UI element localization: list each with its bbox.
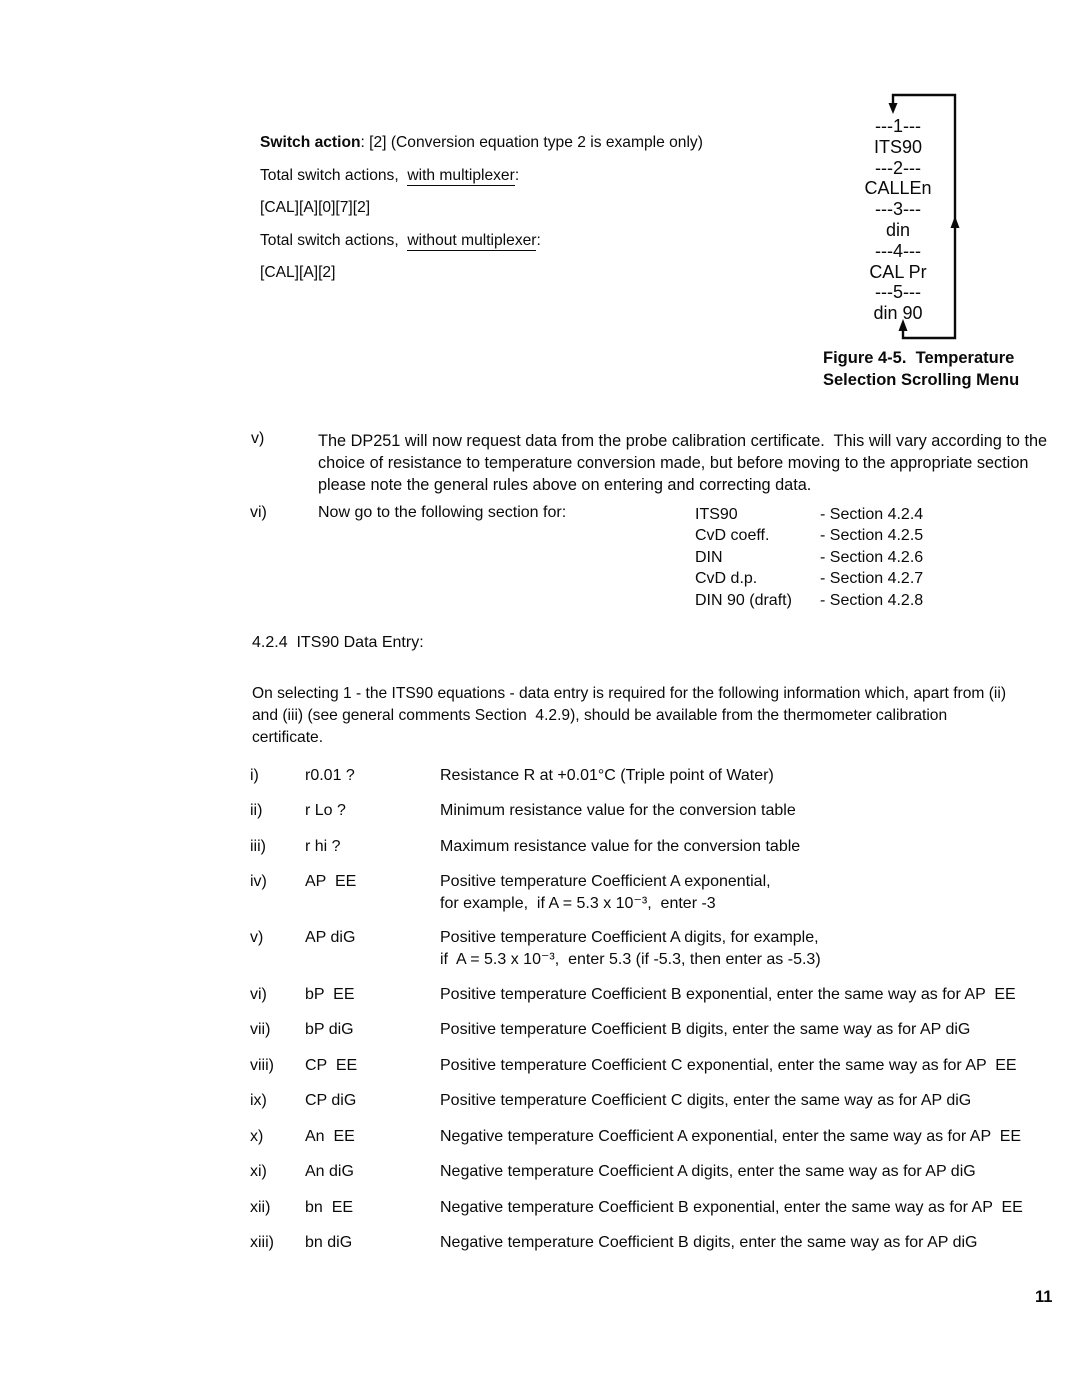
item-label: vii) [250, 1021, 271, 1038]
text-line: please note the general rules above on entering and correcting data. [318, 476, 812, 494]
scrolling-menu-item: CAL Pr [869, 261, 927, 282]
text-line: Positive temperature Coefficient C digits, enter the same way as for AP diG [440, 1092, 972, 1109]
text-line: Positive temperature Coefficient A digits, for example, [440, 929, 819, 946]
text-line: Negative temperature Coefficient B exponential, enter the same way as for AP EE [440, 1199, 1023, 1216]
item-code: r0.01 ? [305, 767, 355, 784]
scrolling-menu-item: ---3--- [875, 199, 921, 220]
section-name: DIN [695, 548, 723, 566]
text-line: choice of resistance to temperature conversion made, but before moving to the appropriate section [318, 454, 1029, 472]
item-code: bn EE [305, 1199, 354, 1216]
text-line: Minimum resistance value for the conversion table [440, 802, 796, 819]
item-description [440, 1232, 977, 1254]
list-label-vi: vi) [250, 504, 267, 521]
item-label: iii) [250, 838, 266, 855]
list-label-v: v) [251, 430, 265, 447]
with-mux-colon: : [514, 166, 520, 184]
text-line: for example, if A = 5.3 x 10⁻³, enter -3 [440, 895, 716, 913]
item-description [440, 871, 771, 916]
text-line: Maximum resistance value for the conversion table [440, 838, 801, 855]
section-name: CvD coeff. [695, 527, 770, 545]
section-ref: - Section 4.2.7 [820, 570, 924, 588]
switch-action-label: Switch action [260, 134, 361, 151]
section-ref: - Section 4.2.8 [820, 591, 924, 609]
text-line: certificate. [252, 728, 324, 746]
section-ref: - Section 4.2.6 [820, 548, 924, 566]
section-ref: - Section 4.2.4 [820, 506, 924, 523]
item-description [440, 800, 796, 822]
text-line: Negative temperature Coefficient A digits, enter the same way as for AP diG [440, 1163, 976, 1180]
item-description [440, 1090, 971, 1112]
item-code: CP diG [305, 1092, 357, 1109]
without-mux-colon: : [536, 231, 541, 249]
item-label: xi) [250, 1163, 267, 1180]
text-line: Positive temperature Coefficient A exponential, [440, 873, 771, 890]
item-label: i) [250, 767, 259, 784]
item-label: xiii) [250, 1234, 274, 1251]
page-number: 11 [1035, 1288, 1053, 1306]
item-code: CP EE [305, 1057, 358, 1074]
text-line: Positive temperature Coefficient B digits, enter the same way as for AP diG [440, 1021, 971, 1038]
item-code: r hi ? [305, 838, 341, 855]
item-description [440, 836, 800, 858]
code-without-mux: [CAL][A][2] [260, 264, 336, 282]
item-code: bP diG [305, 1021, 354, 1038]
item-code: bn diG [305, 1234, 353, 1251]
item-description [440, 1019, 970, 1041]
text-line: Negative temperature Coefficient B digits, enter the same way as for AP diG [440, 1234, 978, 1251]
item-code: bP EE [305, 986, 355, 1003]
code-with-mux: [CAL][A][0][7][2] [260, 199, 371, 217]
item-label: ix) [250, 1092, 267, 1109]
item-label: v) [250, 929, 264, 946]
text-line: and (iii) (see general comments Section 4.2.9), should be available from the thermometer calibration [252, 706, 948, 724]
item-description [440, 927, 821, 972]
scrolling-menu-item: ---4--- [875, 240, 921, 261]
item-description [440, 1055, 1017, 1077]
scrolling-menu-item: ---2--- [875, 157, 921, 178]
section-heading: 4.2.4 ITS90 Data Entry: [252, 634, 424, 651]
item-label: ii) [250, 802, 263, 819]
item-description [440, 1126, 1021, 1148]
text-line: Positive temperature Coefficient B exponential, enter the same way as for AP EE [440, 986, 1016, 1003]
section-ref: - Section 4.2.5 [820, 527, 924, 545]
text-line: Resistance R at +0.01°C (Triple point of Water) [440, 767, 774, 784]
figure-caption-line: Selection Scrolling Menu [823, 371, 1020, 389]
scrolling-menu-item: CALLEn [864, 178, 932, 199]
item-code: An EE [305, 1128, 355, 1145]
item-label: xii) [250, 1199, 271, 1216]
section-name: DIN 90 (draft) [695, 591, 792, 609]
text-line: Negative temperature Coefficient A exponential, enter the same way as for AP EE [440, 1128, 1022, 1145]
section-name: CvD d.p. [695, 570, 758, 588]
item-code: An diG [305, 1163, 354, 1180]
without-mux-prefix: Total switch actions, [260, 231, 408, 249]
scrolling-menu-item: ---1--- [875, 116, 921, 136]
item-code: r Lo ? [305, 802, 346, 819]
scrolling-menu-item: ---5--- [875, 282, 921, 303]
item-code: AP EE [305, 873, 357, 890]
without-mux-underlined: without multiplexer [407, 231, 537, 249]
text-line: if A = 5.3 x 10⁻³, enter 5.3 (if -5.3, then enter as -5.3) [440, 951, 821, 969]
switch-action-value: : [2] (Conversion equation type 2 is example only) [360, 134, 703, 151]
with-mux-prefix: Total switch actions, [260, 166, 408, 184]
item-description [440, 1161, 976, 1183]
item-description [440, 1197, 1023, 1219]
figure-caption-line: Figure 4-5. Temperature [823, 349, 1015, 367]
text-line: Positive temperature Coefficient C exponential, enter the same way as for AP EE [440, 1057, 1017, 1074]
item-code: AP diG [305, 929, 356, 946]
scrolling-menu-item: din 90 [873, 303, 923, 324]
item-label: iv) [250, 873, 267, 890]
item-label: x) [250, 1128, 264, 1145]
paragraph-vi: Now go to the following section for: [318, 504, 567, 521]
item-description [440, 984, 1016, 1006]
with-mux-underlined: with multiplexer [407, 166, 515, 184]
text-line: The DP251 will now request data from the probe calibration certificate. This will vary according to the [318, 432, 1048, 450]
item-label: vi) [250, 986, 267, 1003]
scrolling-menu-item: din [885, 219, 911, 240]
item-label: viii) [250, 1057, 274, 1074]
item-description [440, 765, 774, 787]
section-name: ITS90 [695, 506, 738, 523]
scrolling-menu-item: ITS90 [873, 136, 923, 157]
text-line: On selecting 1 - the ITS90 equations - data entry is required for the following information which, apart from (ii) [252, 685, 1007, 702]
